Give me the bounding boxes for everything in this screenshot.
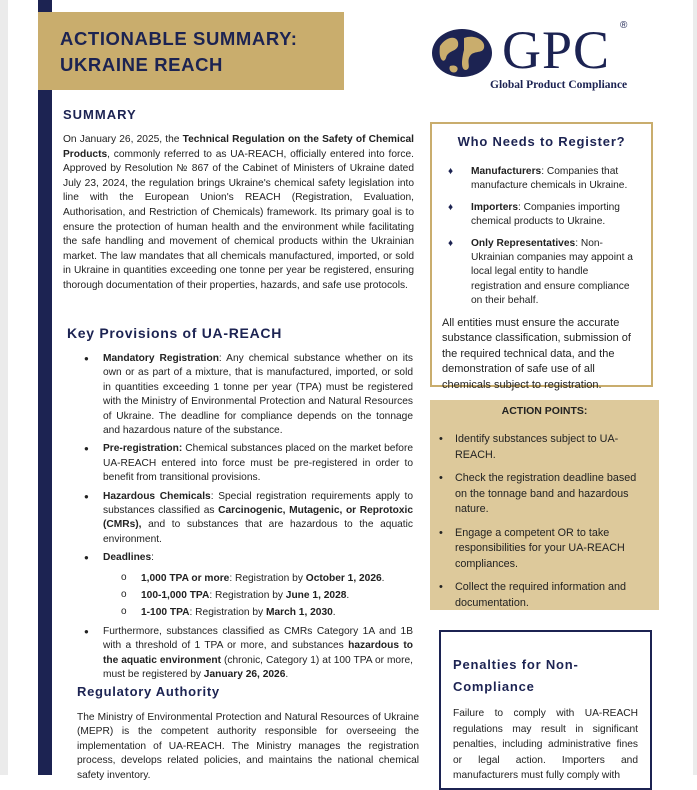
summary-heading: SUMMARY [63,107,137,122]
penalties-title: Penalties for Non-Compliance [453,657,579,694]
penalties-paragraph: Failure to comply with UA-REACH regulations may result in significant penalties, including administrative fines or legal action. Importers and manufacturers must fully comply with [453,708,638,782]
key-provisions-list [84,352,413,686]
list-item: ● Pre-registration: Chemical substances placed on the market before UA-REACH entered into force must be pre-registered in order to benefit from transitional provisions. [84,442,413,485]
list-item: • Check the registration deadline based on the tonnage band and hazardous nature. [439,471,650,518]
regulatory-heading: Regulatory Authority [77,684,220,699]
list-item: ♦ Manufacturers: Companies that manufacture chemicals in Ukraine. [446,165,641,194]
action-list [439,432,650,611]
who-list [442,165,641,309]
list-item: • Collect the required information and documentation. [439,580,650,611]
list-item: ● Deadlines: o 1,000 TPA or more: Registration by October 1, 2026. o 100-1,000 TPA: Registration by June 1, 2028. o 1-100 TPA: Registration by March 1, 2030. [84,551,413,620]
penalties-box [439,630,652,790]
deadline-item: o 100-1,000 TPA: Registration by June 1, 2028. [121,587,413,604]
who-needs-to-register-box [430,122,653,391]
list-item: ● Furthermore, substances classified as CMRs Category 1A and 1B with a threshold of 1 TPA or more, and substances hazardous to the aquatic environment (chronic, Category 1) at 100 TPA or more, must be registered by January 26, 2026. [84,625,413,683]
page-frame-left [0,0,8,775]
key-provisions-heading: Key Provisions of UA-REACH [67,325,283,341]
navy-side-strip [38,0,52,775]
page-frame-right [693,0,697,775]
logo-tagline: Global Product Compliance [490,79,628,91]
page-title: ACTIONABLE SUMMARY: UKRAINE REACH [60,28,298,75]
registered-mark: ® [620,20,628,31]
action-title: ACTION POINTS: [501,405,588,417]
summary-paragraph: On January 26, 2025, the Technical Regulation on the Safety of Chemical Products, commonly referred to as UA-REACH, officially entered into force. Approved by Resolution № 867 of the Cabinet of Ministers of Ukraine dated July 23, 2024, the regulation brings Ukraine's chemical safety legislation into line with the European Union's REACH (Registration, Evaluation, Authorisation, and Restriction of Chemicals) framework. Its primary goal is to ensure the protection of human health and the environment while facilitating the safe handling and movement of chemical products within the Ukrainian market. The law mandates that all chemicals manufactured, imported, or sold in Ukraine in quantities exceeding one tonne per year be registered, ensuring thorough documentation of their properties, hazards, and safe use protocols. [63,134,414,291]
globe-icon [430,28,494,78]
list-item: ♦ Only Representatives: Non-Ukrainian companies may appoint a local legal entity to handle registration and ensure compliance on their behalf. [446,237,641,309]
list-item: ● Mandatory Registration: Any chemical substance whether on its own or as part of a mixture, that is manufactured, imported, or sold in quantities exceeding 1 tonne per year (TPA) must be registered with the Ministry of Environmental Protection and Natural Resources of Ukraine. The deadline for compliance depends on the tonnage and hazardous nature of the substance. [84,352,413,438]
logo-wordmark: GPC [502,20,611,80]
list-item: • Engage a competent OR to take responsibilities for your UA-REACH compliances. [439,526,650,573]
list-item: • Identify substances subject to UA-REACH. [439,432,650,463]
gpc-logo [430,20,630,100]
list-item: ♦ Importers: Companies importing chemical products to Ukraine. [446,201,641,230]
deadlines-list [103,570,413,621]
list-item: ● Hazardous Chemicals: Special registration requirements apply to substances classified as Carcinogenic, Mutagenic, or Reprotoxic (CMRs), and to substances that are hazardous to the aquatic environment. [84,490,413,548]
action-points-box [430,400,659,610]
who-footer: All entities must ensure the accurate substance classification, submission of the required technical data, and the demonstration of safe use of all chemicals subject to registration. [442,316,631,391]
deadline-item: o 1-100 TPA: Registration by March 1, 2030. [121,604,413,621]
regulatory-paragraph: The Ministry of Environmental Protection and Natural Resources of Ukraine (MEPR) is the competent authority responsible for overseeing the implementation of UA-REACH. The Ministry manages the registration process, develops related policies, and maintains the national chemical safety inventory. [77,712,419,781]
who-title: Who Needs to Register? [457,134,626,149]
deadline-item: o 1,000 TPA or more: Registration by October 1, 2026. [121,570,413,587]
